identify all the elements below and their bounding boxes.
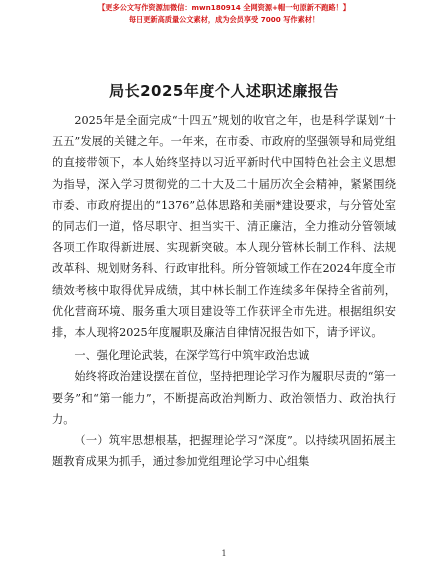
document-body [52, 110, 396, 472]
section-heading-1: 一、强化理论武装，在深学笃行中筑牢政治忠诚 [74, 349, 310, 363]
promo-banner-line-1: 【更多公文写作资源加微信：mwn180914 全网资源+帽一句原新不跑路！】 [98, 3, 350, 12]
section-1-paragraph: 始终将政治建设摆在首位，坚持把理论学习作为履职尽责的“第一要务”和“第一能力”，不断提高政治判断力、政治领悟力、政治执行力。 [52, 370, 396, 426]
subsection-1-paragraph: （一）筑牢思想根基，把握理论学习“深度”。以持续巩固拓展主题教育成果为抓手，通过参加党组理论学习中心组集 [52, 434, 396, 469]
promo-banner [0, 2, 448, 26]
page-number: 1 [221, 549, 227, 558]
promo-banner-line-2: 每日更新高质量公文素材，成为会员享受 7000 写作素材！ [128, 15, 320, 24]
document-title: 局长2025年度个人述职述廉报告 [109, 82, 339, 100]
intro-paragraph: 2025年是全面完成“十四五”规划的收官之年，也是科学谋划“十五五”发展的关键之年。一年来，在市委、市政府的坚强领导和局党组的直接带领下，本人始终坚持以习近平新时代中国特色社会主义思想为指导，深入学习贯彻党的二十大及二十届历次全会精神，紧紧围绕市委、市政府提出的“1376”总体思路和美丽*建设要求，与分管处室的同志们一道，恪尽职守、担当实干、清正廉洁，全力推动分管领域各项工作取得新进展、实现新突破。本人现分管林长制工作科、法规改革科、规划财务科、行政审批科。所分管领域工作在2024年度全市绩效考核中取得优异成绩，其中林长制工作连续多年保持全省前列，优化营商环境、服务重大项目建设等工作获评全市先进。根据组织安排，本人现将2025年度履职及廉洁自律情况报告如下，请予评议。 [52, 114, 396, 340]
